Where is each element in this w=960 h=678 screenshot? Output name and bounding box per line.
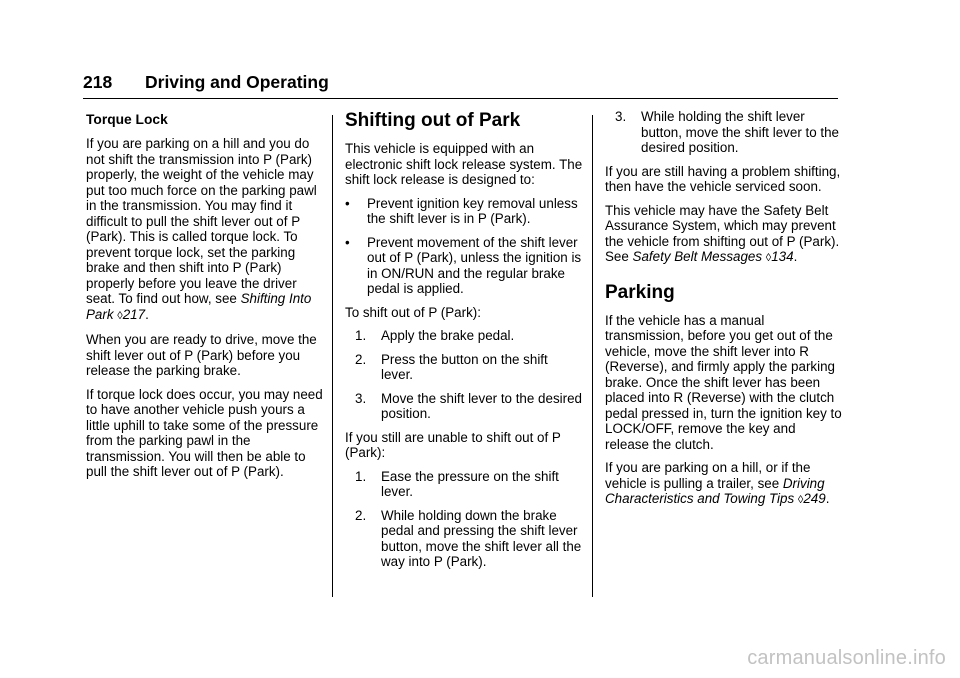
list-item: 2. While holding down the brake pedal and pressing the shift lever button, move the shift lever all the way into P (Park). (355, 507, 582, 569)
shift-lock-intro: This vehicle is equipped with an electronic shift lock release system. The shift lock release is designed to: (345, 141, 583, 187)
list-item: • Prevent ignition key removal unless the shift lever is in P (Park). (345, 195, 578, 226)
torque-lock-heading: Torque Lock (86, 112, 168, 127)
header-rule (83, 98, 838, 99)
watermark: carmanualsonline.info (747, 647, 946, 669)
column-divider-1 (332, 115, 333, 597)
page-ref-icon: ◊ (117, 309, 123, 322)
parking-paragraph-2: If you are parking on a hill, or if the vehicle is pulling a trailer, see Driving Characteristics and Towing Tips ◊249. (605, 460, 830, 506)
unable-intro: If you still are unable to shift out of P (Park): (345, 429, 561, 460)
bullet-mark: • (345, 234, 350, 250)
parking-paragraph-1: If the vehicle has a manual transmission, before you get out of the vehicle, move the shift lever into R (Reverse), and firmly apply the parking brake. Once the shift lever has been placed into R (Reverse) with the clutch pedal pressed in, turn the ignition key to LOCK/OFF, remove the key and release the clutch. (605, 312, 842, 452)
list-item: 1. Apply the brake pedal. (355, 328, 515, 343)
bullet-mark: • (345, 195, 350, 211)
safety-belt-messages-link[interactable]: Safety Belt Messages (632, 249, 763, 264)
list-item: 3. While holding the shift lever button, move the shift lever to the desired position. (615, 109, 839, 155)
list-item: • Prevent movement of the shift lever out of P (Park), unless the ignition is in ON/RUN and the regular brake pedal is applied. (345, 234, 582, 296)
torque-lock-paragraph-1: If you are parking on a hill and you do not shift the transmission into P (Park) properly, the weight of the vehicle may put too much force on the parking pawl in the transmission. You may find it difficult to pull the shift lever out of P (Park). This is called torque lock. To prevent torque lock, set the parking brake and then shift into P (Park) properly before you leave the driver seat. To find out how, see Shifting Into Park ◊217. (86, 136, 317, 322)
still-problem-paragraph: If you are still having a problem shifting, then have the vehicle serviced soon. (605, 163, 841, 194)
torque-lock-paragraph-3: If torque lock does occur, you may need to have another vehicle push yours a little uphill to take some of the pressure from the parking pawl in the transmission. You will then be able to pull the shift lever out of P (Park). (86, 386, 323, 479)
page-ref-249[interactable]: 249 (803, 491, 826, 506)
page-number: 218 (83, 72, 113, 92)
column-3 (605, 109, 843, 517)
safety-belt-paragraph: This vehicle may have the Safety Belt Assurance System, which may prevent the vehicle from shifting out of P (Park). See Safety Belt Messages ◊134. (605, 202, 840, 264)
shifting-into-park-link[interactable]: Shifting Into Park (86, 291, 312, 322)
list-item: 1. Ease the pressure on the shift lever. (355, 468, 559, 499)
page-ref-134[interactable]: 134 (771, 249, 794, 264)
parking-heading: Parking (605, 281, 675, 303)
page-ref-217[interactable]: 217 (122, 306, 146, 322)
section-title: Driving and Operating (145, 72, 329, 92)
column-2 (345, 109, 583, 578)
page-ref-icon: ◊ (765, 252, 772, 264)
shifting-out-of-park-heading: Shifting out of Park (345, 110, 521, 131)
driving-characteristics-link[interactable]: Driving Characteristics and Towing Tips (605, 475, 825, 506)
list-item: 2. Press the button on the shift lever. (355, 351, 548, 382)
page-header (83, 70, 837, 94)
page-ref-icon: ◊ (797, 494, 804, 506)
column-divider-2 (592, 115, 593, 597)
list-item: 3. Move the shift lever to the desired position. (355, 390, 582, 421)
column-1 (86, 111, 324, 488)
torque-lock-paragraph-2: When you are ready to drive, move the shift lever out of P (Park) before you release the parking brake. (86, 332, 317, 378)
steps-intro: To shift out of P (Park): (345, 304, 481, 320)
